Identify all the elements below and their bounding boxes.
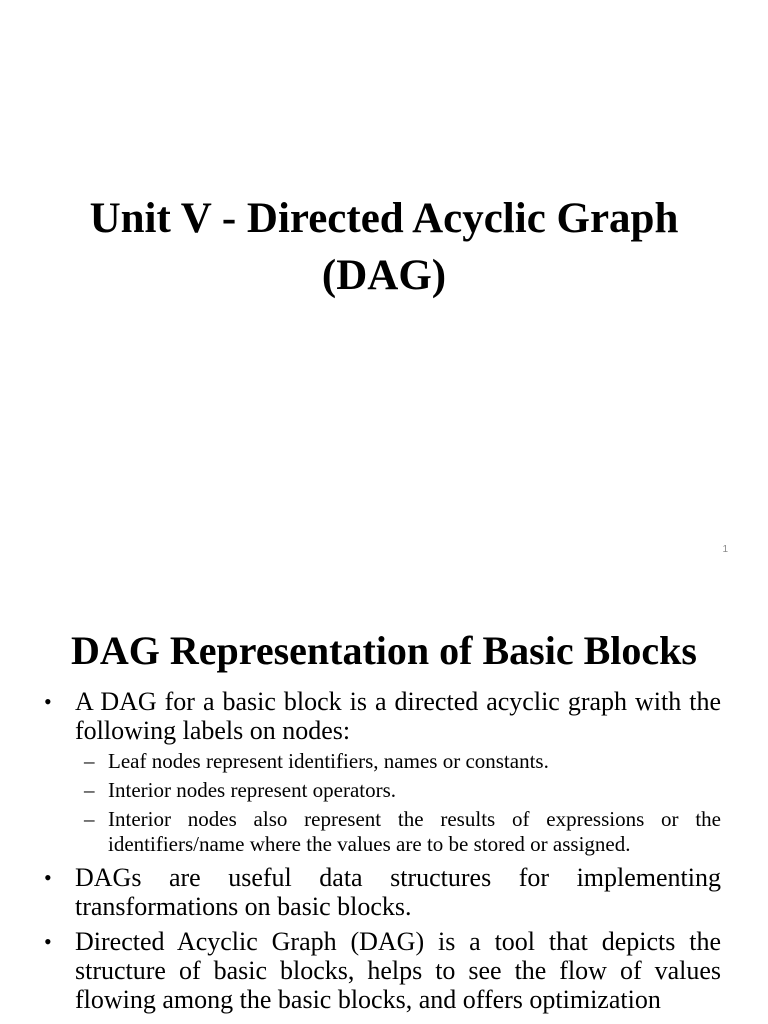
bullet-dot-icon: • xyxy=(44,689,52,714)
slide-heading: DAG Representation of Basic Blocks xyxy=(71,628,697,673)
bullet-text: DAGs are useful data structures for implementing transformations on basic blocks. xyxy=(75,863,721,921)
bullet-item xyxy=(44,927,721,1014)
page-number: 1 xyxy=(722,544,728,555)
bullet-list xyxy=(44,687,721,1020)
sub-bullet-text: Leaf nodes represent identifiers, names or constants. xyxy=(108,749,549,773)
content-slide xyxy=(0,576,768,1024)
sub-bullet-list xyxy=(75,749,721,857)
slide-title: Unit V - Directed Acyclic Graph (DAG) xyxy=(89,195,679,299)
bullet-text: Directed Acyclic Graph (DAG) is a tool that depicts the structure of basic blocks, helps to see the flow of values flowing among the basic blocks, and offers optimization xyxy=(75,927,721,1014)
bullet-item xyxy=(44,863,721,921)
bullet-dot-icon: • xyxy=(44,929,52,954)
sub-bullet-item xyxy=(75,749,721,774)
bullet-dot-icon: • xyxy=(44,865,52,890)
dash-icon: – xyxy=(84,749,95,773)
bullet-item xyxy=(44,687,721,857)
dash-icon: – xyxy=(84,778,95,802)
bullet-text: A DAG for a basic block is a directed acyclic graph with the following labels on nodes: xyxy=(75,687,721,745)
sub-bullet-item xyxy=(75,778,721,803)
sub-bullet-text: Interior nodes also represent the results of expressions or the identifiers/name where the values are to be stored or assigned. xyxy=(108,807,721,856)
sub-bullet-item xyxy=(75,807,721,857)
dash-icon: – xyxy=(84,807,95,831)
sub-bullet-text: Interior nodes represent operators. xyxy=(108,778,397,802)
